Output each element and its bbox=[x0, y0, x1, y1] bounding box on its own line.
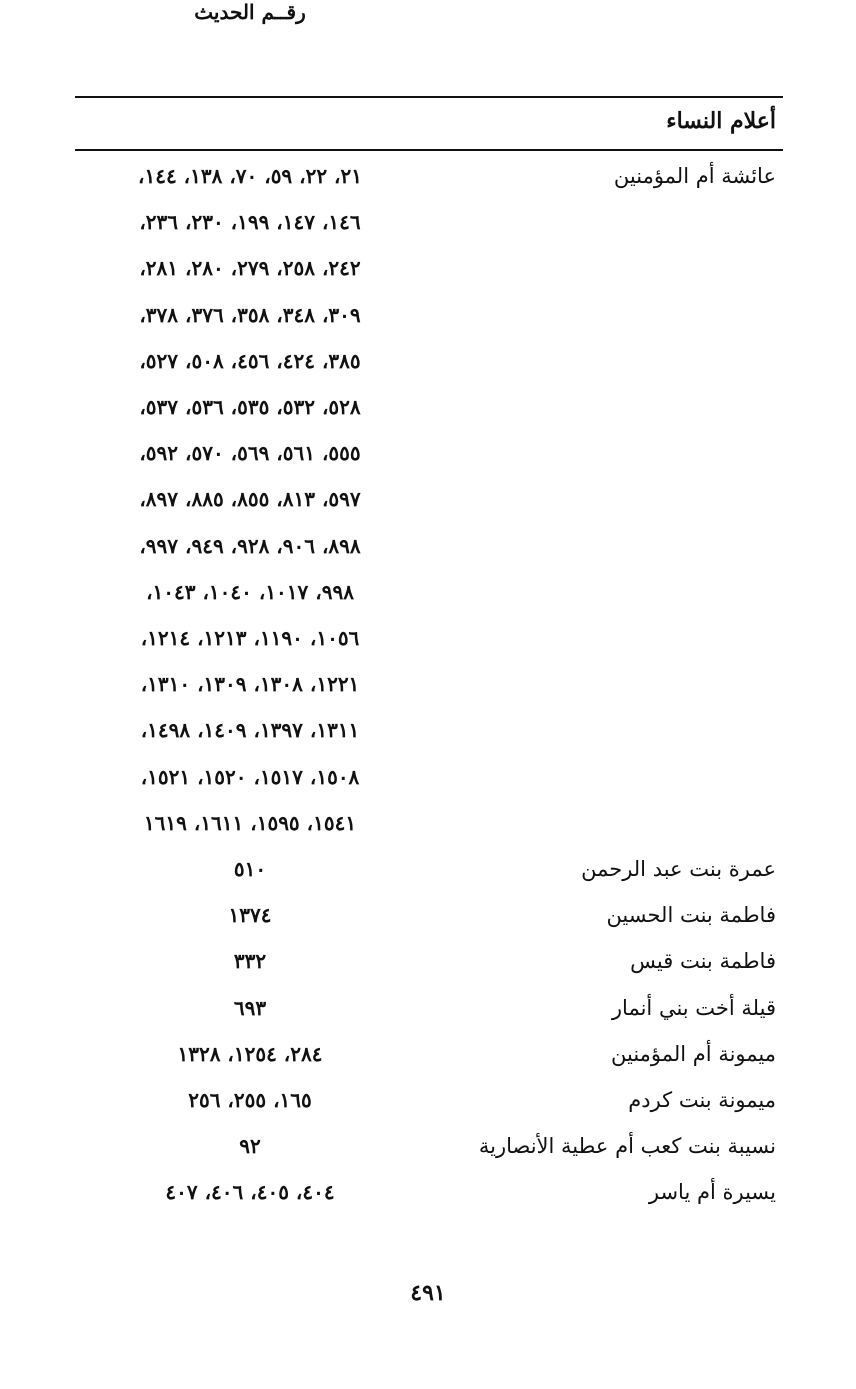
table-row bbox=[0, 857, 856, 903]
table-row bbox=[0, 1088, 856, 1134]
entry-name: فاطمة بنت قيس bbox=[630, 949, 776, 974]
table-row bbox=[0, 1042, 856, 1088]
entry-hadith-numbers: ٨٩٨، ٩٠٦، ٩٢٨، ٩٤٩، ٩٩٧، bbox=[139, 533, 361, 558]
header-top-rule bbox=[75, 96, 783, 98]
entry-name: قيلة أخت بني أنمار bbox=[611, 995, 776, 1020]
table-row bbox=[0, 256, 856, 302]
entry-hadith-numbers: ٥٥٥، ٥٦١، ٥٦٩، ٥٧٠، ٥٩٢، bbox=[139, 441, 361, 466]
entry-hadith-numbers: ٣٨٥، ٤٢٤، ٤٥٦، ٥٠٨، ٥٢٧، bbox=[139, 348, 361, 373]
entry-hadith-numbers: ١٢٢١، ١٣٠٨، ١٣٠٩، ١٣١٠، bbox=[140, 672, 360, 697]
column-header-numbers: رقــم الحديث bbox=[194, 0, 306, 24]
table-row bbox=[0, 718, 856, 764]
page-number: ٤٩١ bbox=[410, 1280, 446, 1306]
entry-hadith-numbers: ٢٨٤، ١٢٥٤، ١٣٢٨ bbox=[177, 1041, 323, 1066]
table-row bbox=[0, 441, 856, 487]
table-row bbox=[0, 949, 856, 995]
entry-name: يسيرة أم ياسر bbox=[648, 1180, 776, 1205]
entry-name: فاطمة بنت الحسين bbox=[606, 903, 776, 928]
entry-hadith-numbers: ٤٠٤، ٤٠٥، ٤٠٦، ٤٠٧ bbox=[165, 1180, 335, 1205]
table-row bbox=[0, 626, 856, 672]
entry-name: ميمونة أم المؤمنين bbox=[611, 1041, 776, 1066]
entry-hadith-numbers: ١٣٧٤ bbox=[228, 903, 272, 928]
table-row bbox=[0, 996, 856, 1042]
entry-name: ميمونة بنت كردم bbox=[628, 1088, 776, 1112]
table-row bbox=[0, 349, 856, 395]
column-header-names: أعلام النساء bbox=[666, 108, 776, 134]
table-row bbox=[0, 672, 856, 718]
table-row bbox=[0, 765, 856, 811]
entry-hadith-numbers: ١٠٥٦، ١١٩٠، ١٢١٣، ١٢١٤، bbox=[140, 626, 360, 650]
entry-hadith-numbers: ٥١٠ bbox=[233, 857, 267, 881]
table-row bbox=[0, 164, 856, 210]
entry-hadith-numbers: ٦٩٣ bbox=[233, 995, 267, 1020]
table-row bbox=[0, 487, 856, 533]
entry-name: عمرة بنت عبد الرحمن bbox=[581, 857, 776, 881]
entry-hadith-numbers: ٩٩٨، ١٠١٧، ١٠٤٠، ١٠٤٣، bbox=[146, 579, 354, 604]
table-row bbox=[0, 534, 856, 580]
entry-name: عائشة أم المؤمنين bbox=[613, 164, 776, 188]
table-row bbox=[0, 1134, 856, 1180]
entry-hadith-numbers: ١٥٠٨، ١٥١٧، ١٥٢٠، ١٥٢١، bbox=[140, 764, 360, 789]
header-bottom-rule bbox=[75, 149, 783, 151]
entry-hadith-numbers: ٥٢٨، ٥٣٢، ٥٣٥، ٥٣٦، ٥٣٧، bbox=[139, 395, 361, 419]
entry-hadith-numbers: ٣٠٩، ٣٤٨، ٣٥٨، ٣٧٦، ٣٧٨، bbox=[139, 302, 361, 327]
entry-hadith-numbers: ٩٢ bbox=[239, 1134, 261, 1159]
table-row bbox=[0, 903, 856, 949]
entry-name: نسيبة بنت كعب أم عطية الأنصارية bbox=[478, 1134, 776, 1159]
entry-hadith-numbers: ٢١، ٢٢، ٥٩، ٧٠، ١٣٨، ١٤٤، bbox=[138, 164, 362, 188]
table-row bbox=[0, 210, 856, 256]
table-row bbox=[0, 811, 856, 857]
entry-hadith-numbers: ١٤٦، ١٤٧، ١٩٩، ٢٣٠، ٢٣٦، bbox=[139, 210, 361, 235]
entry-hadith-numbers: ٣٣٢ bbox=[233, 949, 267, 974]
table-row bbox=[0, 1180, 856, 1226]
entry-hadith-numbers: ٢٤٢، ٢٥٨، ٢٧٩، ٢٨٠، ٢٨١، bbox=[139, 256, 361, 281]
entry-hadith-numbers: ٥٩٧، ٨١٣، ٨٥٥، ٨٨٥، ٨٩٧، bbox=[139, 487, 361, 512]
entry-hadith-numbers: ١٣١١، ١٣٩٧، ١٤٠٩، ١٤٩٨، bbox=[140, 718, 360, 743]
table-row bbox=[0, 395, 856, 441]
entry-hadith-numbers: ١٦٥، ٢٥٥، ٢٥٦ bbox=[188, 1088, 312, 1112]
table-row bbox=[0, 580, 856, 626]
table-row bbox=[0, 303, 856, 349]
entry-hadith-numbers: ١٥٤١، ١٥٩٥، ١٦١١، ١٦١٩ bbox=[143, 810, 357, 835]
